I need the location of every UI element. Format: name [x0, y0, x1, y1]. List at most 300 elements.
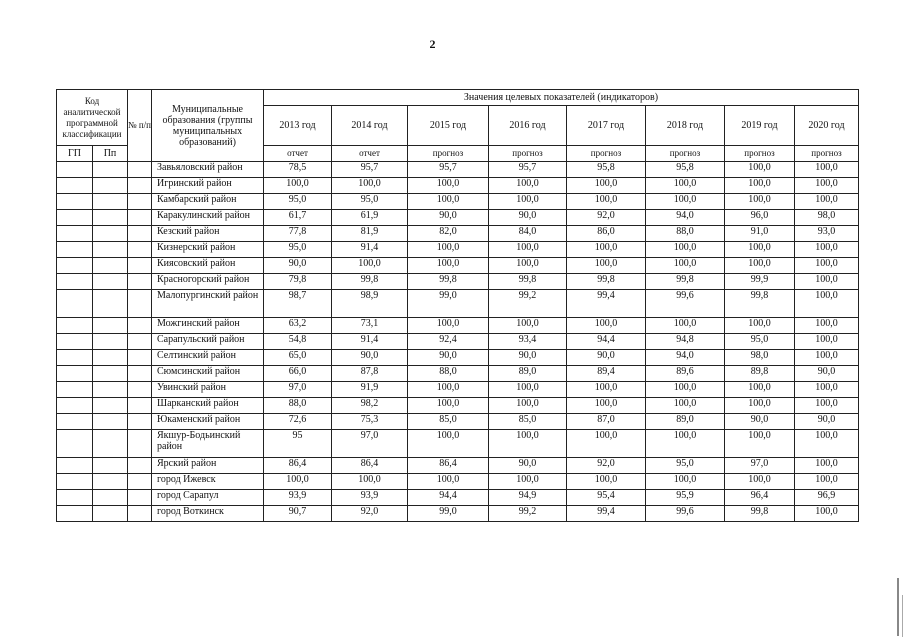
value-cell: 90,0: [264, 258, 332, 274]
pp-cell: [93, 430, 128, 458]
value-cell: 65,0: [264, 350, 332, 366]
num-cell: [128, 458, 152, 474]
table-row: [57, 458, 859, 474]
municipality-name: Каракулинский район: [152, 210, 264, 226]
header-code-group: Код аналитической программной классификации: [57, 90, 128, 146]
table-row: [57, 414, 859, 430]
value-cell: 99,8: [725, 506, 795, 522]
value-cell: 96,0: [725, 210, 795, 226]
pp-cell: [93, 490, 128, 506]
header-year: 2020 год: [795, 106, 859, 146]
pp-cell: [93, 210, 128, 226]
value-cell: 90,0: [725, 414, 795, 430]
header-year: 2018 год: [646, 106, 725, 146]
value-cell: 100,0: [646, 430, 725, 458]
value-cell: 90,0: [489, 210, 567, 226]
value-cell: 93,9: [332, 490, 408, 506]
value-cell: 92,0: [567, 210, 646, 226]
value-cell: 99,4: [567, 506, 646, 522]
value-cell: 100,0: [795, 350, 859, 366]
value-cell: 86,0: [567, 226, 646, 242]
table-row: [57, 242, 859, 258]
value-cell: 100,0: [795, 178, 859, 194]
scan-edge: [902, 595, 903, 637]
value-cell: 97,0: [264, 382, 332, 398]
value-cell: 100,0: [646, 258, 725, 274]
municipality-name: город Воткинск: [152, 506, 264, 522]
gp-cell: [57, 458, 93, 474]
value-cell: 100,0: [725, 382, 795, 398]
value-cell: 81,9: [332, 226, 408, 242]
gp-cell: [57, 178, 93, 194]
value-cell: 99,6: [646, 290, 725, 318]
pp-cell: [93, 474, 128, 490]
value-cell: 95,7: [489, 162, 567, 178]
value-cell: 95,0: [725, 334, 795, 350]
value-cell: 100,0: [646, 178, 725, 194]
num-cell: [128, 350, 152, 366]
value-cell: 100,0: [489, 258, 567, 274]
municipality-name: Киясовский район: [152, 258, 264, 274]
value-cell: 90,7: [264, 506, 332, 522]
value-cell: 99,2: [489, 506, 567, 522]
municipality-name: Юкаменский район: [152, 414, 264, 430]
num-cell: [128, 258, 152, 274]
value-cell: 92,0: [567, 458, 646, 474]
value-cell: 100,0: [795, 430, 859, 458]
value-cell: 94,4: [567, 334, 646, 350]
table-row: [57, 258, 859, 274]
value-cell: 92,0: [332, 506, 408, 522]
pp-cell: [93, 258, 128, 274]
municipality-name: Якшур-Бодьинский район: [152, 430, 264, 458]
value-cell: 98,9: [332, 290, 408, 318]
value-cell: 61,9: [332, 210, 408, 226]
pp-cell: [93, 414, 128, 430]
pp-cell: [93, 194, 128, 210]
value-cell: 90,0: [408, 350, 489, 366]
value-cell: 99,8: [646, 274, 725, 290]
value-cell: 99,8: [567, 274, 646, 290]
gp-cell: [57, 258, 93, 274]
value-cell: 91,0: [725, 226, 795, 242]
pp-cell: [93, 318, 128, 334]
num-cell: [128, 366, 152, 382]
municipality-name: Кизнерский район: [152, 242, 264, 258]
value-cell: 100,0: [795, 398, 859, 414]
value-cell: 94,4: [408, 490, 489, 506]
pp-cell: [93, 382, 128, 398]
value-cell: 88,0: [408, 366, 489, 382]
municipality-name: Красногорский район: [152, 274, 264, 290]
value-cell: 100,0: [795, 194, 859, 210]
gp-cell: [57, 474, 93, 490]
header-year: 2015 год: [408, 106, 489, 146]
gp-cell: [57, 398, 93, 414]
header-municipal: Муниципальные образования (группы муниципальных образований): [152, 90, 264, 162]
pp-cell: [93, 178, 128, 194]
value-cell: 100,0: [795, 258, 859, 274]
pp-cell: [93, 398, 128, 414]
value-cell: 99,9: [725, 274, 795, 290]
value-cell: 100,0: [795, 318, 859, 334]
value-cell: 100,0: [795, 506, 859, 522]
municipality-name: Кезский район: [152, 226, 264, 242]
header-type: прогноз: [795, 146, 859, 162]
value-cell: 94,0: [646, 350, 725, 366]
value-cell: 90,0: [567, 350, 646, 366]
pp-cell: [93, 458, 128, 474]
header-year: 2019 год: [725, 106, 795, 146]
table-row: [57, 430, 859, 458]
num-cell: [128, 274, 152, 290]
table-row: [57, 474, 859, 490]
value-cell: 95,8: [646, 162, 725, 178]
value-cell: 88,0: [646, 226, 725, 242]
table-row: [57, 210, 859, 226]
municipality-name: Можгинский район: [152, 318, 264, 334]
table-row: [57, 398, 859, 414]
value-cell: 98,0: [725, 350, 795, 366]
value-cell: 91,9: [332, 382, 408, 398]
table-row: [57, 274, 859, 290]
header-indicators: Значения целевых показателей (индикаторов): [264, 90, 859, 106]
value-cell: 82,0: [408, 226, 489, 242]
value-cell: 100,0: [332, 178, 408, 194]
value-cell: 100,0: [725, 318, 795, 334]
municipality-name: Ярский район: [152, 458, 264, 474]
value-cell: 73,1: [332, 318, 408, 334]
value-cell: 89,6: [646, 366, 725, 382]
value-cell: 66,0: [264, 366, 332, 382]
value-cell: 89,4: [567, 366, 646, 382]
value-cell: 90,0: [795, 366, 859, 382]
value-cell: 100,0: [567, 398, 646, 414]
table-body: [57, 162, 859, 522]
value-cell: 99,6: [646, 506, 725, 522]
value-cell: 85,0: [489, 414, 567, 430]
value-cell: 99,0: [408, 506, 489, 522]
value-cell: 95,0: [264, 194, 332, 210]
gp-cell: [57, 382, 93, 398]
value-cell: 97,0: [725, 458, 795, 474]
value-cell: 95,0: [646, 458, 725, 474]
value-cell: 100,0: [646, 474, 725, 490]
value-cell: 86,4: [264, 458, 332, 474]
pp-cell: [93, 350, 128, 366]
value-cell: 100,0: [795, 458, 859, 474]
value-cell: 100,0: [567, 318, 646, 334]
pp-cell: [93, 334, 128, 350]
value-cell: 100,0: [725, 242, 795, 258]
value-cell: 99,8: [489, 274, 567, 290]
municipality-name: Шарканский район: [152, 398, 264, 414]
value-cell: 90,0: [795, 414, 859, 430]
gp-cell: [57, 430, 93, 458]
header-type: отчет: [332, 146, 408, 162]
value-cell: 98,0: [795, 210, 859, 226]
value-cell: 100,0: [408, 242, 489, 258]
gp-cell: [57, 194, 93, 210]
value-cell: 54,8: [264, 334, 332, 350]
value-cell: 100,0: [725, 474, 795, 490]
value-cell: 93,4: [489, 334, 567, 350]
value-cell: 100,0: [489, 474, 567, 490]
value-cell: 92,4: [408, 334, 489, 350]
value-cell: 100,0: [725, 194, 795, 210]
value-cell: 87,0: [567, 414, 646, 430]
value-cell: 90,0: [332, 350, 408, 366]
num-cell: [128, 194, 152, 210]
gp-cell: [57, 162, 93, 178]
value-cell: 95,8: [567, 162, 646, 178]
value-cell: 100,0: [795, 162, 859, 178]
value-cell: 100,0: [489, 194, 567, 210]
value-cell: 100,0: [408, 178, 489, 194]
header-type: прогноз: [646, 146, 725, 162]
municipality-name: Увинский район: [152, 382, 264, 398]
gp-cell: [57, 490, 93, 506]
value-cell: 100,0: [795, 274, 859, 290]
value-cell: 95,7: [408, 162, 489, 178]
value-cell: 77,8: [264, 226, 332, 242]
value-cell: 89,0: [489, 366, 567, 382]
value-cell: 100,0: [646, 382, 725, 398]
value-cell: 100,0: [489, 398, 567, 414]
value-cell: 99,8: [408, 274, 489, 290]
table-row: [57, 506, 859, 522]
value-cell: 96,4: [725, 490, 795, 506]
value-cell: 95,9: [646, 490, 725, 506]
header-type: прогноз: [567, 146, 646, 162]
value-cell: 95,0: [264, 242, 332, 258]
value-cell: 96,9: [795, 490, 859, 506]
pp-cell: [93, 366, 128, 382]
value-cell: 94,0: [646, 210, 725, 226]
value-cell: 100,0: [795, 334, 859, 350]
value-cell: 99,8: [725, 290, 795, 318]
value-cell: 75,3: [332, 414, 408, 430]
value-cell: 100,0: [408, 258, 489, 274]
num-cell: [128, 210, 152, 226]
header-num: № п/п: [128, 90, 152, 162]
header-type: прогноз: [725, 146, 795, 162]
value-cell: 100,0: [567, 178, 646, 194]
value-cell: 86,4: [408, 458, 489, 474]
value-cell: 98,7: [264, 290, 332, 318]
municipality-name: город Сарапул: [152, 490, 264, 506]
value-cell: 93,9: [264, 490, 332, 506]
value-cell: 100,0: [795, 290, 859, 318]
value-cell: 79,8: [264, 274, 332, 290]
value-cell: 90,0: [408, 210, 489, 226]
table-row: [57, 366, 859, 382]
value-cell: 95,7: [332, 162, 408, 178]
header-year: 2016 год: [489, 106, 567, 146]
table-row: [57, 178, 859, 194]
value-cell: 61,7: [264, 210, 332, 226]
gp-cell: [57, 210, 93, 226]
value-cell: 100,0: [646, 318, 725, 334]
value-cell: 100,0: [725, 178, 795, 194]
header-year: 2017 год: [567, 106, 646, 146]
gp-cell: [57, 366, 93, 382]
value-cell: 99,0: [408, 290, 489, 318]
value-cell: 89,0: [646, 414, 725, 430]
value-cell: 100,0: [332, 474, 408, 490]
table-row: [57, 350, 859, 366]
value-cell: 91,4: [332, 334, 408, 350]
value-cell: 100,0: [489, 242, 567, 258]
value-cell: 100,0: [725, 162, 795, 178]
table-row: [57, 194, 859, 210]
value-cell: 90,0: [489, 350, 567, 366]
num-cell: [128, 506, 152, 522]
value-cell: 95: [264, 430, 332, 458]
num-cell: [128, 398, 152, 414]
num-cell: [128, 226, 152, 242]
value-cell: 100,0: [264, 178, 332, 194]
value-cell: 95,0: [332, 194, 408, 210]
municipality-name: Селтинский район: [152, 350, 264, 366]
pp-cell: [93, 274, 128, 290]
header-pp: Пп: [93, 146, 128, 162]
table-row: [57, 290, 859, 318]
value-cell: 100,0: [332, 258, 408, 274]
page-number: 2: [429, 37, 436, 51]
indicators-table: [56, 89, 859, 522]
value-cell: 87,8: [332, 366, 408, 382]
value-cell: 72,6: [264, 414, 332, 430]
value-cell: 100,0: [725, 258, 795, 274]
num-cell: [128, 178, 152, 194]
num-cell: [128, 490, 152, 506]
value-cell: 100,0: [646, 242, 725, 258]
num-cell: [128, 382, 152, 398]
value-cell: 94,8: [646, 334, 725, 350]
value-cell: 93,0: [795, 226, 859, 242]
table-row: [57, 382, 859, 398]
value-cell: 100,0: [567, 242, 646, 258]
value-cell: 84,0: [489, 226, 567, 242]
gp-cell: [57, 290, 93, 318]
value-cell: 100,0: [567, 474, 646, 490]
value-cell: 100,0: [567, 382, 646, 398]
num-cell: [128, 414, 152, 430]
value-cell: 100,0: [489, 430, 567, 458]
value-cell: 91,4: [332, 242, 408, 258]
value-cell: 100,0: [408, 474, 489, 490]
value-cell: 100,0: [408, 382, 489, 398]
header-type: прогноз: [489, 146, 567, 162]
gp-cell: [57, 226, 93, 242]
gp-cell: [57, 334, 93, 350]
num-cell: [128, 242, 152, 258]
table-row: [57, 162, 859, 178]
value-cell: 100,0: [489, 318, 567, 334]
value-cell: 99,2: [489, 290, 567, 318]
value-cell: 100,0: [264, 474, 332, 490]
table-row: [57, 490, 859, 506]
header-year: 2014 год: [332, 106, 408, 146]
value-cell: 99,4: [567, 290, 646, 318]
pp-cell: [93, 226, 128, 242]
scan-edge: [897, 578, 899, 636]
num-cell: [128, 162, 152, 178]
value-cell: 100,0: [408, 398, 489, 414]
value-cell: 100,0: [646, 398, 725, 414]
value-cell: 100,0: [408, 318, 489, 334]
gp-cell: [57, 350, 93, 366]
value-cell: 94,9: [489, 490, 567, 506]
value-cell: 100,0: [795, 382, 859, 398]
value-cell: 100,0: [795, 242, 859, 258]
value-cell: 100,0: [567, 430, 646, 458]
value-cell: 100,0: [795, 474, 859, 490]
gp-cell: [57, 506, 93, 522]
value-cell: 78,5: [264, 162, 332, 178]
municipality-name: Сарапульский район: [152, 334, 264, 350]
value-cell: 86,4: [332, 458, 408, 474]
municipality-name: Завьяловский район: [152, 162, 264, 178]
header-gp: ГП: [57, 146, 93, 162]
header-year: 2013 год: [264, 106, 332, 146]
gp-cell: [57, 274, 93, 290]
header-type: прогноз: [408, 146, 489, 162]
municipality-name: город Ижевск: [152, 474, 264, 490]
value-cell: 90,0: [489, 458, 567, 474]
pp-cell: [93, 242, 128, 258]
num-cell: [128, 318, 152, 334]
pp-cell: [93, 506, 128, 522]
gp-cell: [57, 242, 93, 258]
value-cell: 99,8: [332, 274, 408, 290]
value-cell: 100,0: [408, 430, 489, 458]
table-row: [57, 226, 859, 242]
pp-cell: [93, 162, 128, 178]
gp-cell: [57, 318, 93, 334]
municipality-name: Камбарский район: [152, 194, 264, 210]
table-row: [57, 318, 859, 334]
header-type: отчет: [264, 146, 332, 162]
value-cell: 85,0: [408, 414, 489, 430]
value-cell: 89,8: [725, 366, 795, 382]
value-cell: 95,4: [567, 490, 646, 506]
value-cell: 100,0: [408, 194, 489, 210]
municipality-name: Малопургинский район: [152, 290, 264, 318]
value-cell: 100,0: [489, 382, 567, 398]
municipality-name: Игринский район: [152, 178, 264, 194]
value-cell: 98,2: [332, 398, 408, 414]
num-cell: [128, 290, 152, 318]
value-cell: 63,2: [264, 318, 332, 334]
value-cell: 100,0: [725, 398, 795, 414]
gp-cell: [57, 414, 93, 430]
municipality-name: Сюмсинский район: [152, 366, 264, 382]
pp-cell: [93, 290, 128, 318]
value-cell: 88,0: [264, 398, 332, 414]
num-cell: [128, 474, 152, 490]
value-cell: 97,0: [332, 430, 408, 458]
value-cell: 100,0: [567, 194, 646, 210]
table-row: [57, 334, 859, 350]
num-cell: [128, 430, 152, 458]
num-cell: [128, 334, 152, 350]
value-cell: 100,0: [489, 178, 567, 194]
value-cell: 100,0: [646, 194, 725, 210]
value-cell: 100,0: [567, 258, 646, 274]
value-cell: 100,0: [725, 430, 795, 458]
